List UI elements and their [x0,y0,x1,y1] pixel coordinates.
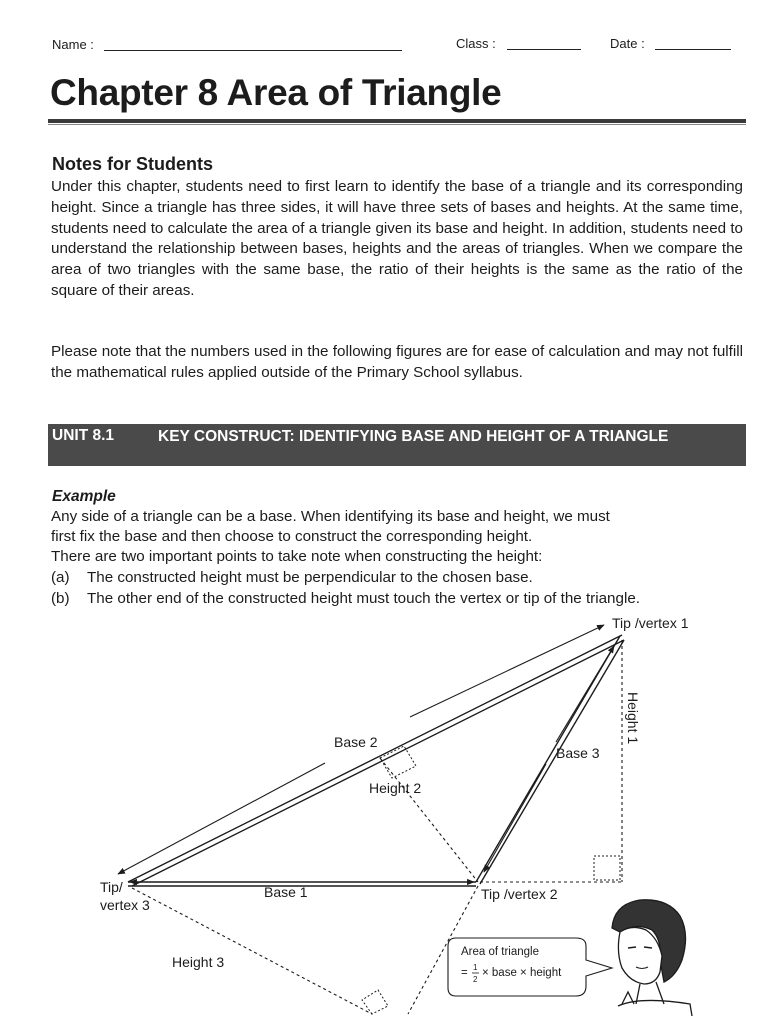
formula-bubble [448,938,612,996]
height3-line [132,888,372,1014]
notes-paragraph-2: Please note that the numbers used in the following figures are for ease of calculation and may not fulfill the mathematical rules applied outside of the Primary School syllabus. [51,343,743,381]
name-label: Name : [52,37,94,52]
unit-title: KEY CONSTRUCT: IDENTIFYING BASE AND HEIGHT OF A TRIANGLE [158,428,669,445]
example-line-2: first fix the base and then choose to construct the corresponding height. [51,528,533,545]
side-base2-b [132,640,624,886]
right-angle-height3 [362,990,388,1014]
point-b-text: The other end of the constructed height must touch the vertex or tip of the triangle. [87,590,640,607]
example-line-1: Any side of a triangle can be a base. When identifying its base and height, we must [51,508,610,525]
thinking-student-icon [612,900,692,1016]
vertex1-label: Tip /vertex 1 [612,615,689,631]
base2-arrow-right [410,625,604,717]
height2-label: Height 2 [369,780,422,796]
unit-code: UNIT 8.1 [52,427,115,444]
right-angle-height1 [594,856,620,880]
base3-arrow-bottom [484,764,546,872]
measurement-arrows [118,625,614,882]
bubble-line1: Area of triangle [461,946,539,958]
height3-label: Height 3 [172,954,225,970]
example-heading: Example [52,488,116,505]
student-face [618,927,662,984]
base3-arrow-top [556,646,614,742]
triangle-sides [128,635,624,886]
base3-label: Base 3 [556,745,600,761]
notes-heading: Notes for Students [52,154,214,174]
bubble-equals: = [461,967,468,979]
base1-label: Base 1 [264,884,308,900]
bubble-formula: × base × height [482,967,562,979]
right-angle-height2 [380,746,416,778]
bubble-frac-den: 2 [473,975,478,984]
point-a-text: The constructed height must be perpendicular to the chosen base. [87,569,533,586]
notes-paragraph-1: Under this chapter, students need to first learn to identify the base of a triangle and its corresponding height. Since a triangle has three sides, it will have three sets of bases and heights. At the same time, students need to calculate the area of a triangle given its base and height. In addition, students need to understand the relationship between bases, heights and the areas of triangles. When we compare the area of two triangles with the same base, the ratio of their heights is the same as the ratio of the square of their areas. [51,178,743,299]
bubble-frac-num: 1 [473,963,478,972]
base2-label: Base 2 [334,734,378,750]
chapter-title: Chapter 8 Area of Triangle [50,72,502,113]
example-line-3: There are two important points to take note when constructing the height: [51,548,543,565]
vertex3-label-line2: vertex 3 [100,897,150,913]
vertex3-label-line1: Tip/ [100,879,123,895]
point-a-marker: (a) [51,569,70,586]
base2-arrow-left [118,763,325,874]
class-label: Class : [456,36,496,51]
vertex2-label: Tip /vertex 2 [481,886,558,902]
point-b-marker: (b) [51,590,70,607]
height1-label: Height 1 [625,692,641,745]
date-label: Date : [610,36,645,51]
student-shoulder [618,1000,692,1016]
